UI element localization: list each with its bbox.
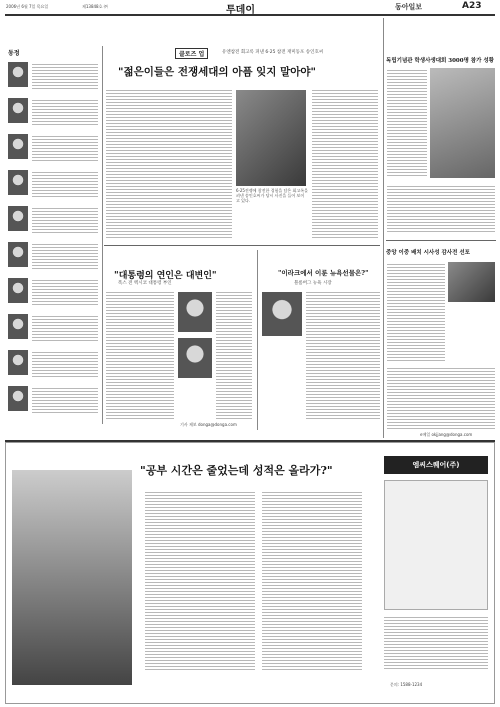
feature-photo (236, 90, 306, 186)
left-mid-body-col-1 (106, 290, 174, 420)
center-mid-body (306, 290, 380, 420)
right-mid-contact: e메일 okjjang@donga.com (420, 432, 473, 437)
feature-body-col-1 (106, 88, 232, 238)
person-photo (8, 242, 28, 267)
list-item (32, 242, 98, 270)
issue-date: 2006년 6월 7일 목요일 (6, 4, 49, 9)
ad-body-col-2 (262, 490, 362, 670)
right-top-photo (430, 68, 495, 178)
person-photo (262, 292, 302, 336)
mid-divider (257, 250, 258, 430)
sidebar-divider (102, 46, 103, 424)
list-item (32, 170, 98, 198)
ad-brand: 엠씨스퀘어(주) (384, 456, 488, 474)
ad-headline: "공부 시간은 줄었는데 성적은 올라가?" (140, 464, 333, 477)
right-top-bottom-rule (386, 240, 496, 241)
feature-bottom-rule (104, 245, 380, 246)
section-title: 투데이 (226, 5, 255, 16)
person-photo (8, 350, 28, 375)
feature-tag: 클로즈 업 (175, 48, 208, 59)
issue-number: 제13848호 ㈜ (82, 4, 108, 9)
feature-headline: "젊은이들은 전쟁세대의 아픔 잊지 말아야" (118, 66, 316, 78)
page-number: A23 (462, 1, 482, 11)
feature-body-col-2 (312, 88, 378, 238)
person-photo (8, 134, 28, 159)
list-item (32, 62, 98, 90)
right-top-headline: 독립기념관 학생사생대회 3000명 참가 성황 (386, 58, 494, 64)
person-photo (8, 278, 28, 303)
masthead-rule (5, 14, 495, 16)
right-mid-photo (448, 262, 495, 302)
list-item (32, 134, 98, 162)
ad-product-image (384, 480, 488, 610)
feature-byline: 유엔참전 회고록 펴낸 6·25 참전 재미동포 송인호씨 (222, 50, 324, 55)
ad-photo (12, 470, 132, 685)
person-photo (8, 98, 28, 123)
center-mid-subhead: 블룸버그 뉴욕 시장 (294, 281, 332, 286)
left-mid-body-col-2 (216, 290, 252, 420)
right-mid-headline: 중앙 이중 배치 시사성 감사전 선포 (386, 250, 470, 256)
left-mid-subhead: 폭스 전 멕시코 대통령 부인 (118, 281, 172, 286)
list-item (32, 98, 98, 126)
left-mid-headline: "대통령의 연인은 대변인" (114, 271, 217, 281)
list-item (32, 386, 98, 414)
feature-photo-caption: 6·25전쟁에 참전한 경험을 담은 회고록을 펴낸 송인호씨가 당시 사진을 들어 보이고 있다. (236, 188, 308, 203)
center-mid-headline: "이라크에서 이룬 뉴욕선물은?" (278, 269, 369, 277)
person-photo (8, 314, 28, 339)
list-item (32, 314, 98, 342)
person-photo (8, 386, 28, 411)
ad-contact: 문의: 1588-1234 (390, 682, 423, 687)
sidebar-list (6, 58, 100, 423)
sidebar-heading: 동정 (8, 50, 20, 57)
list-item (32, 278, 98, 306)
left-mid-contact: 기사 제보 donga@donga.com (180, 422, 237, 427)
person-photo (178, 292, 212, 332)
paper-name: 동아일보 (395, 3, 423, 11)
right-top-body-2 (387, 184, 495, 234)
right-column-divider (383, 18, 384, 438)
person-photo (8, 62, 28, 87)
ad-body-col-3 (384, 615, 488, 670)
list-item (32, 350, 98, 378)
ad-body-col-1 (145, 490, 255, 670)
person-photo (178, 338, 212, 378)
right-mid-body-2 (387, 366, 495, 431)
person-photo (8, 170, 28, 195)
list-item (32, 206, 98, 234)
right-mid-body (387, 262, 445, 362)
right-top-body (387, 68, 427, 178)
person-photo (8, 206, 28, 231)
